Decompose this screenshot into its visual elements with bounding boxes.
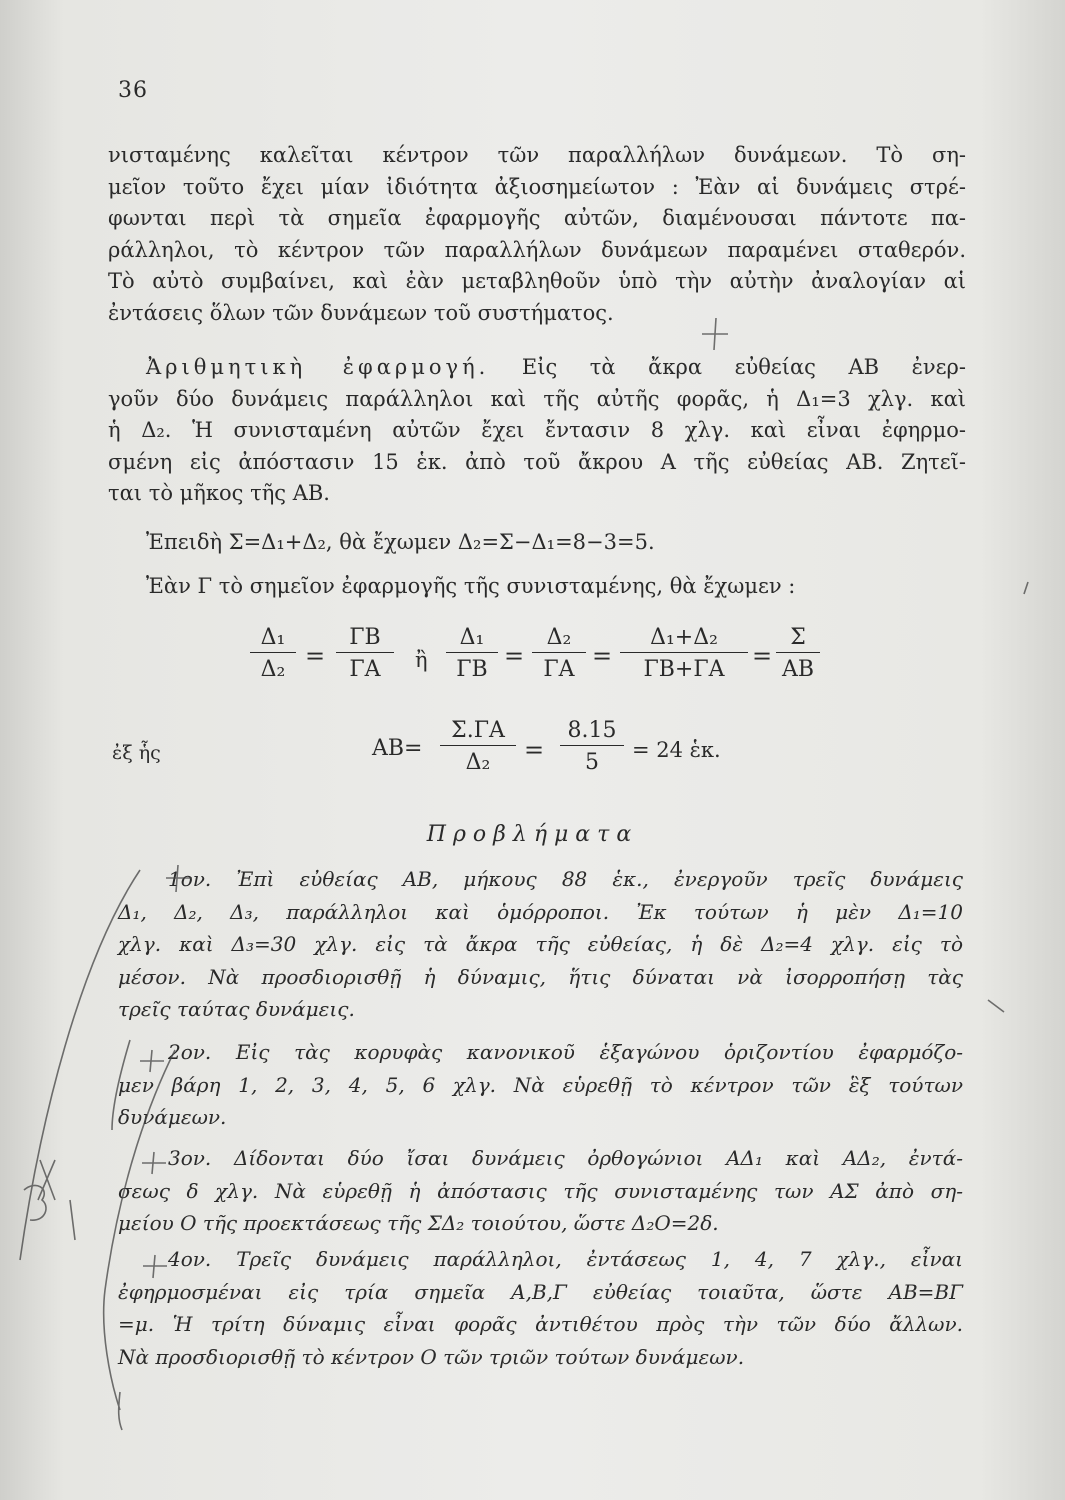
problem-3: 3ον. Δίδονται δύο ἴσαι δυνάμεις ὀρθογώνιοι ΑΔ₁ καὶ ΑΔ₂, ἐντά- σεως δ χλγ. Νὰ εὑρεθῇ ἡ ἀπόστασις τῆς συνισταμένης των ΑΣ ἀπὸ ση- μείου Ο τῆς προεκτάσεως τῆς ΣΔ₂ τοιούτου, ὥστε Δ₂Ο=2δ. (118, 1146, 963, 1235)
fraction: $\frac{\Sigma}{AB}$ (776, 625, 820, 682)
fraction: $\frac{\text{Δ₂}}{\Gamma A}$ (532, 625, 586, 682)
equals-sign: = (752, 642, 773, 670)
fraction: $\frac{8.15}{5}$ (560, 718, 624, 775)
problem-2: 2ον. Εἰς τὰς κορυφὰς κανονικοῦ ἑξαγώνου ὁριζοντίου ἐφαρμόζο- μεν βάρη 1, 2, 3, 4, 5, 6 χλγ. Νὰ εὑρεθῇ τὸ κέντρον τῶν ἓξ τούτων δυνάμεων. (118, 1040, 963, 1129)
problem-4: 4ον. Τρεῖς δυνάμεις παράλληλοι, ἐντάσεως 1, 4, 7 χλγ., εἶναι ἐφηρμοσμέναι εἰς τρία σημεῖα Α,Β,Γ εὐθείας τοιαῦτα, ὥστε ΑΒ=ΒΓ =μ. Ἡ τρίτη δύναμις εἶναι φορᾶς ἀντιθέτου πρὸς τὴν τῶν δύο ἄλλων. Νὰ προσδιορισθῇ τὸ κέντρον Ο τῶν τριῶν τούτων δυνάμεων. (118, 1247, 963, 1369)
application-text: Εἰς τὰ ἄκρα εὐθείας ΑΒ ἐνερ- (521, 355, 966, 379)
from-which-label: ἐξ ἧς (112, 742, 161, 764)
page-number: 36 (118, 78, 148, 103)
text-line: Τὸ αὐτὸ συμβαίνει, καὶ ἐὰν μεταβληθοῦν ὑπὸ τὴν αὐτὴν ἀναλογίαν αἱ (108, 269, 966, 294)
fraction: $\frac{\text{Δ₁}}{\Gamma B}$ (446, 625, 498, 682)
fraction: $\frac{\text{Δ₁+Δ₂}}{\Gamma B+\Gamma A}$ (620, 625, 748, 682)
or-word: ἢ (415, 648, 428, 672)
equals-sign: = (305, 642, 326, 670)
equals-sign: = (524, 736, 545, 764)
text-line: μεῖον τοῦτο ἔχει μίαν ἰδιότητα ἀξιοσημείωτον : Ἐὰν αἱ δυνάμεις στρέ- (108, 174, 966, 199)
equation-result: = 24 ἑκ. (632, 738, 721, 762)
paragraph-since: Ἐπειδὴ Σ=Δ₁+Δ₂, θὰ ἔχωμεν Δ₂=Σ−Δ₁=8−3=5. (146, 530, 655, 554)
text-line: ται τὸ μῆκος τῆς ΑΒ. (108, 481, 330, 506)
text-line: γοῦν δύο δυνάμεις παράλληλοι καὶ τῆς αὐτῆς φορᾶς, ἡ Δ₁=3 χλγ. καὶ (108, 386, 966, 411)
text-line: ράλληλοι, τὸ κέντρον τῶν παραλλήλων δυνάμεων παραμένει σταθερόν. (108, 237, 966, 262)
text-line: φωνται περὶ τὰ σημεῖα ἐφαρμογῆς αὐτῶν, διαμένουσαι πάντοτε πα- (108, 206, 966, 231)
problem-1: 1ον. Ἐπὶ εὐθείας ΑΒ, μήκους 88 ἑκ., ἐνεργοῦν τρεῖς δυνάμεις Δ₁, Δ₂, Δ₃, παράλληλοι καὶ ὁμόρροποι. Ἐκ τούτων ἡ μὲν Δ₁=10 χλγ. καὶ Δ₃=30 χλγ. εἰς τὰ ἄκρα τῆς εὐθείας, ἡ δὲ Δ₂=4 χλγ. εἰς τὸ μέσον. Νὰ προσδιορισθῇ ἡ δύναμις, ἥτις δύναται νὰ ἰσορροπήσῃ τὰς τρεῖς ταύτας δυνάμεις. (118, 867, 963, 1021)
equals-sign: = (504, 642, 525, 670)
text-line: σμένη εἰς ἀπόστασιν 15 ἑκ. ἀπὸ τοῦ ἄκρου Α τῆς εὐθείας ΑΒ. Ζητεῖ- (108, 449, 966, 474)
equation-lhs: ΑΒ= (372, 736, 423, 761)
problems-heading: Προβλήματα (426, 822, 639, 847)
application-lead: Ἀριθμητικὴ ἐφαρμογή. (146, 355, 490, 379)
fraction: $\frac{\text{Δ₁}}{\text{Δ₂}}$ (250, 625, 296, 682)
fraction: $\frac{\Gamma B}{\Gamma A}$ (336, 625, 394, 682)
equals-sign: = (592, 642, 613, 670)
text-line: νισταμένης καλεῖται κέντρον τῶν παραλλήλων δυνάμεων. Τὸ ση- (108, 143, 966, 167)
text-line: ἡ Δ₂. Ἡ συνισταμένη αὐτῶν ἔχει ἔντασιν 8 χλγ. καὶ εἶναι ἐφηρμο- (108, 418, 966, 443)
paragraph-if-gamma: Ἐὰν Γ τὸ σημεῖον ἐφαρμογῆς τῆς συνισταμένης, θὰ ἔχωμεν : (146, 574, 796, 598)
fraction: $\frac{\Sigma.\Gamma A}{\text{Δ₂}}$ (440, 718, 516, 775)
text-line: ἐντάσεις ὅλων τῶν δυνάμεων τοῦ συστήματος. (108, 300, 614, 325)
